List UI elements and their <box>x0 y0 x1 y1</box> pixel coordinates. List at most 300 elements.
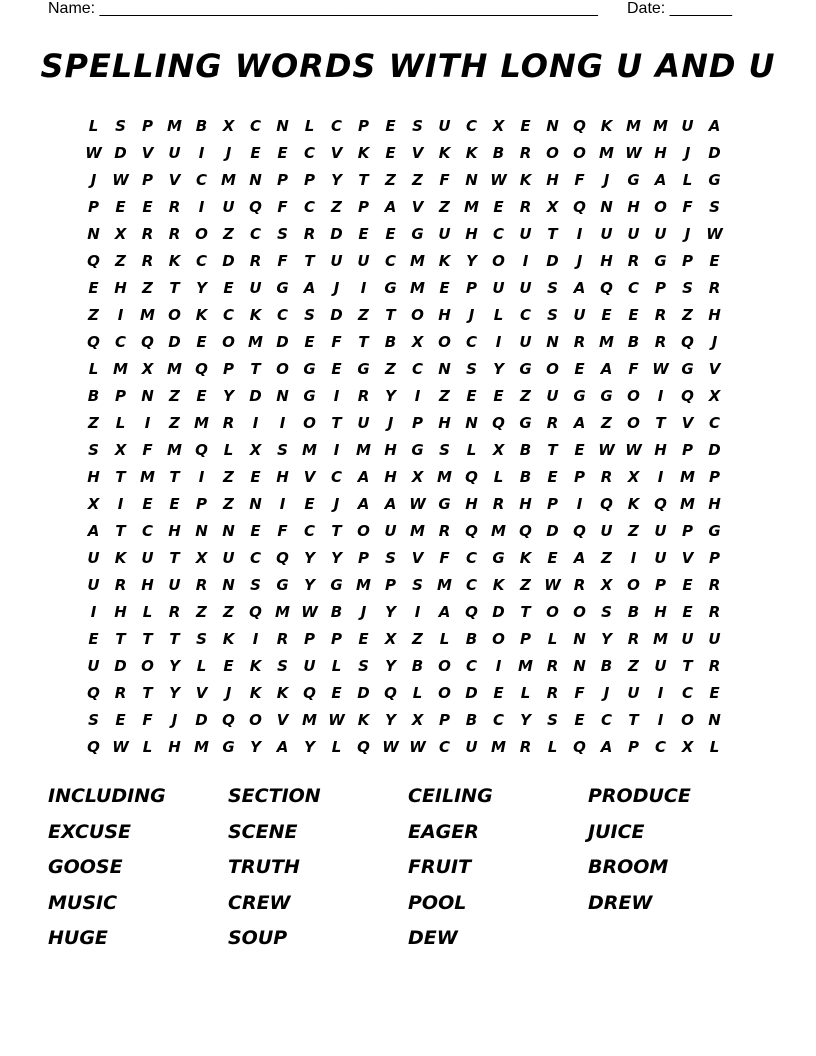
grid-letter: J <box>684 224 691 243</box>
grid-letter: O <box>546 359 559 378</box>
grid-letter: H <box>141 575 154 594</box>
grid-letter: L <box>88 359 99 378</box>
grid-letter: K <box>438 251 451 270</box>
grid-letter: V <box>330 143 343 162</box>
grid-letter: V <box>681 413 694 432</box>
grid-letter: P <box>628 737 639 756</box>
grid-letter: C <box>222 305 234 324</box>
grid-letter: Z <box>439 197 450 216</box>
grid-letter: O <box>168 305 181 324</box>
grid-letter: G <box>330 575 343 594</box>
grid-letter: G <box>573 386 586 405</box>
grid-letter: P <box>223 359 234 378</box>
grid-letter: Z <box>358 305 369 324</box>
grid-letter: C <box>681 683 693 702</box>
grid-letter: H <box>438 413 451 432</box>
grid-letter: P <box>331 629 342 648</box>
grid-letter: L <box>115 413 126 432</box>
grid-letter: J <box>387 413 394 432</box>
grid-letter: K <box>438 143 451 162</box>
grid-letter: B <box>600 656 613 675</box>
grid-letter: C <box>465 116 477 135</box>
grid-letter: I <box>198 143 205 162</box>
grid-letter: X <box>492 116 505 135</box>
grid-letter: Y <box>169 683 180 702</box>
grid-letter: X <box>114 224 127 243</box>
grid-letter: J <box>711 332 718 351</box>
grid-letter: C <box>519 305 531 324</box>
grid-letter: I <box>198 197 205 216</box>
grid-letter: S <box>358 656 369 675</box>
grid-letter: H <box>627 197 640 216</box>
grid-letter: H <box>168 737 181 756</box>
grid-letter: I <box>657 467 664 486</box>
grid-letter: I <box>657 683 664 702</box>
grid-letter: P <box>358 116 369 135</box>
grid-letter: E <box>682 602 693 621</box>
grid-letter: J <box>171 710 178 729</box>
grid-letter: Q <box>573 737 586 756</box>
grid-letter: Q <box>465 521 478 540</box>
grid-letter: C <box>411 359 423 378</box>
grid-letter: D <box>708 143 721 162</box>
grid-letter: O <box>627 413 640 432</box>
grid-letter: R <box>114 683 127 702</box>
grid-letter: O <box>141 656 154 675</box>
grid-letter: E <box>115 197 126 216</box>
grid-letter: T <box>331 413 342 432</box>
grid-letter: K <box>627 494 640 513</box>
grid-letter: J <box>468 305 475 324</box>
grid-letter: O <box>681 710 694 729</box>
grid-letter: T <box>142 683 153 702</box>
grid-letter: U <box>654 224 667 243</box>
grid-letter: R <box>141 251 154 270</box>
grid-letter: Q <box>87 332 100 351</box>
grid-letter: G <box>519 413 532 432</box>
grid-letter: D <box>546 521 559 540</box>
grid-letter: G <box>222 737 235 756</box>
word-bank-item: HUGE <box>48 927 108 950</box>
grid-letter: R <box>627 251 640 270</box>
grid-letter: G <box>600 386 613 405</box>
grid-letter: A <box>708 116 721 135</box>
grid-letter: R <box>114 575 127 594</box>
grid-letter: G <box>276 575 289 594</box>
grid-letter: Q <box>195 359 208 378</box>
grid-letter: P <box>88 197 99 216</box>
grid-letter: D <box>708 440 721 459</box>
grid-letter: O <box>222 332 235 351</box>
grid-letter: I <box>279 494 286 513</box>
grid-letter: L <box>520 683 531 702</box>
word-bank-item: CEILING <box>408 785 493 807</box>
grid-letter: U <box>519 332 532 351</box>
grid-letter: Q <box>303 683 316 702</box>
grid-letter: F <box>574 170 585 189</box>
grid-letter: Z <box>88 305 99 324</box>
grid-letter: A <box>573 413 586 432</box>
grid-letter: Q <box>222 710 235 729</box>
grid-letter: E <box>493 683 504 702</box>
grid-letter: M <box>140 467 155 486</box>
grid-letter: G <box>627 170 640 189</box>
grid-letter: Z <box>223 224 234 243</box>
grid-letter: V <box>303 467 316 486</box>
grid-letter: L <box>142 737 153 756</box>
grid-letter: A <box>600 359 613 378</box>
grid-letter: Y <box>331 170 342 189</box>
grid-letter: Q <box>276 548 289 567</box>
grid-letter: Z <box>331 197 342 216</box>
grid-letter: P <box>439 710 450 729</box>
grid-letter: Z <box>88 413 99 432</box>
grid-letter: S <box>115 116 126 135</box>
word-bank-item: SCENE <box>228 820 298 843</box>
grid-letter: I <box>576 224 583 243</box>
grid-letter: M <box>221 170 236 189</box>
grid-letter: K <box>600 116 613 135</box>
grid-letter: M <box>653 629 668 648</box>
grid-letter: W <box>544 575 561 594</box>
grid-letter: Z <box>196 602 207 621</box>
grid-letter: N <box>249 494 262 513</box>
grid-letter: Y <box>304 548 315 567</box>
grid-letter: E <box>385 116 396 135</box>
grid-letter: B <box>519 440 532 459</box>
grid-letter: M <box>356 440 371 459</box>
grid-letter: M <box>518 656 533 675</box>
name-field-label: Name: ________________________________________________________ <box>48 0 598 17</box>
grid-letter: V <box>195 683 208 702</box>
grid-letter: R <box>573 575 586 594</box>
grid-letter: R <box>546 656 559 675</box>
grid-letter: W <box>328 710 345 729</box>
grid-letter: H <box>384 440 397 459</box>
grid-letter: Q <box>249 602 262 621</box>
word-bank-item: SECTION <box>228 785 321 807</box>
grid-letter: L <box>142 602 153 621</box>
grid-letter: I <box>252 629 259 648</box>
grid-letter: R <box>438 521 451 540</box>
grid-letter: Q <box>573 116 586 135</box>
grid-letter: A <box>87 521 100 540</box>
grid-letter: E <box>574 359 585 378</box>
grid-letter: M <box>491 737 506 756</box>
grid-letter: Q <box>600 278 613 297</box>
grid-letter: E <box>709 683 720 702</box>
word-bank-item: BROOM <box>588 856 669 879</box>
grid-letter: N <box>87 224 100 243</box>
grid-letter: N <box>708 710 721 729</box>
word-bank-item: FRUIT <box>408 856 472 879</box>
grid-letter: K <box>195 305 208 324</box>
grid-letter: Y <box>385 602 396 621</box>
grid-letter: I <box>90 602 97 621</box>
grid-letter: C <box>141 521 153 540</box>
grid-letter: W <box>85 143 102 162</box>
grid-letter: E <box>547 467 558 486</box>
word-bank-item: POOL <box>408 891 467 914</box>
grid-letter: Z <box>115 251 126 270</box>
grid-letter: T <box>115 521 126 540</box>
grid-letter: F <box>628 359 639 378</box>
grid-letter: M <box>167 440 182 459</box>
grid-letter: R <box>708 278 721 297</box>
grid-letter: C <box>249 116 261 135</box>
grid-letter: Y <box>385 710 396 729</box>
grid-letter: N <box>141 386 154 405</box>
grid-letter: P <box>709 467 720 486</box>
grid-letter: W <box>112 737 129 756</box>
grid-letter: M <box>653 116 668 135</box>
grid-letter: W <box>409 737 426 756</box>
grid-letter: U <box>438 116 451 135</box>
grid-letter: W <box>409 494 426 513</box>
grid-letter: T <box>547 440 558 459</box>
grid-letter: Z <box>520 386 531 405</box>
grid-letter: L <box>493 305 504 324</box>
grid-letter: U <box>654 656 667 675</box>
grid-letter: Y <box>196 278 207 297</box>
grid-letter: X <box>600 575 613 594</box>
grid-letter: E <box>250 521 261 540</box>
grid-letter: C <box>249 548 261 567</box>
grid-letter: I <box>198 467 205 486</box>
grid-letter: R <box>168 197 181 216</box>
grid-letter: R <box>546 413 559 432</box>
grid-letter: P <box>196 494 207 513</box>
grid-letter: H <box>168 521 181 540</box>
grid-letter: E <box>574 710 585 729</box>
grid-letter: Q <box>465 467 478 486</box>
grid-letter: A <box>573 548 586 567</box>
grid-letter: V <box>411 197 424 216</box>
grid-letter: R <box>276 629 289 648</box>
grid-letter: Z <box>223 602 234 621</box>
grid-letter: K <box>492 575 505 594</box>
grid-letter: N <box>465 170 478 189</box>
grid-letter: E <box>223 656 234 675</box>
grid-letter: G <box>303 386 316 405</box>
grid-letter: H <box>114 602 127 621</box>
grid-letter: A <box>276 737 289 756</box>
grid-letter: J <box>603 170 610 189</box>
grid-letter: D <box>249 386 262 405</box>
grid-letter: N <box>465 413 478 432</box>
grid-letter: W <box>382 737 399 756</box>
grid-letter: E <box>682 575 693 594</box>
grid-letter: H <box>654 143 667 162</box>
grid-letter: E <box>574 440 585 459</box>
grid-letter: O <box>627 575 640 594</box>
grid-letter: G <box>519 359 532 378</box>
grid-letter: R <box>492 494 505 513</box>
grid-letter: K <box>249 656 262 675</box>
grid-letter: Q <box>87 737 100 756</box>
grid-letter: T <box>547 224 558 243</box>
grid-letter: Y <box>601 629 612 648</box>
grid-letter: H <box>708 494 721 513</box>
grid-letter: V <box>141 143 154 162</box>
grid-letter: X <box>708 386 721 405</box>
grid-letter: T <box>682 656 693 675</box>
grid-letter: R <box>303 224 316 243</box>
grid-letter: U <box>654 548 667 567</box>
grid-letter: L <box>304 116 315 135</box>
grid-letter: C <box>465 656 477 675</box>
grid-letter: B <box>384 332 397 351</box>
grid-letter: O <box>546 143 559 162</box>
grid-letter: U <box>519 224 532 243</box>
grid-letter: I <box>333 440 340 459</box>
grid-letter: Z <box>169 386 180 405</box>
grid-letter: M <box>302 710 317 729</box>
grid-letter: C <box>195 251 207 270</box>
grid-letter: B <box>627 332 640 351</box>
grid-letter: T <box>250 359 261 378</box>
grid-letter: Q <box>384 683 397 702</box>
grid-letter: M <box>626 116 641 135</box>
grid-letter: L <box>223 440 234 459</box>
grid-letter: Y <box>169 656 180 675</box>
grid-letter: U <box>87 656 100 675</box>
grid-letter: F <box>574 683 585 702</box>
grid-letter: H <box>384 467 397 486</box>
grid-letter: L <box>709 737 720 756</box>
grid-letter: E <box>304 332 315 351</box>
grid-letter: J <box>603 683 610 702</box>
grid-letter: K <box>222 629 235 648</box>
grid-letter: C <box>276 305 288 324</box>
grid-letter: O <box>492 629 505 648</box>
grid-letter: K <box>276 683 289 702</box>
grid-letter: P <box>358 548 369 567</box>
grid-letter: G <box>708 170 721 189</box>
grid-letter: A <box>303 278 316 297</box>
grid-letter: T <box>385 305 396 324</box>
grid-letter: K <box>249 683 262 702</box>
grid-letter: O <box>249 710 262 729</box>
grid-letter: E <box>439 278 450 297</box>
grid-letter: M <box>599 143 614 162</box>
grid-letter: M <box>437 467 452 486</box>
grid-letter: C <box>708 413 720 432</box>
grid-letter: W <box>112 170 129 189</box>
grid-letter: P <box>655 278 666 297</box>
grid-letter: Z <box>628 656 639 675</box>
grid-letter: H <box>600 251 613 270</box>
grid-letter: S <box>304 305 315 324</box>
grid-letter: M <box>167 116 182 135</box>
grid-letter: D <box>195 710 208 729</box>
grid-letter: U <box>681 116 694 135</box>
grid-letter: Q <box>573 521 586 540</box>
grid-letter: O <box>546 602 559 621</box>
grid-letter: P <box>304 170 315 189</box>
grid-letter: S <box>277 656 288 675</box>
grid-letter: L <box>412 683 423 702</box>
grid-letter: C <box>654 737 666 756</box>
grid-letter: P <box>574 467 585 486</box>
grid-letter: B <box>492 143 505 162</box>
grid-letter: T <box>358 170 369 189</box>
grid-letter: O <box>438 332 451 351</box>
grid-letter: Q <box>654 494 667 513</box>
grid-letter: X <box>114 440 127 459</box>
grid-letter: T <box>169 467 180 486</box>
grid-letter: M <box>194 737 209 756</box>
grid-letter: Q <box>681 332 694 351</box>
grid-letter: W <box>652 359 669 378</box>
grid-letter: O <box>195 224 208 243</box>
grid-letter: B <box>519 467 532 486</box>
grid-letter: T <box>115 629 126 648</box>
grid-letter: E <box>250 143 261 162</box>
grid-letter: C <box>114 332 126 351</box>
word-bank-item: CREW <box>228 891 291 914</box>
grid-letter: N <box>276 116 289 135</box>
grid-letter: Z <box>439 386 450 405</box>
grid-letter: O <box>492 251 505 270</box>
grid-letter: T <box>169 629 180 648</box>
grid-letter: Y <box>385 656 396 675</box>
grid-letter: C <box>195 170 207 189</box>
grid-letter: J <box>684 143 691 162</box>
grid-letter: U <box>141 548 154 567</box>
grid-letter: K <box>519 548 532 567</box>
grid-letter: I <box>657 710 664 729</box>
grid-letter: X <box>681 737 694 756</box>
grid-letter: R <box>168 602 181 621</box>
grid-letter: E <box>250 467 261 486</box>
grid-letter: R <box>627 629 640 648</box>
grid-letter: D <box>330 224 343 243</box>
grid-letter: M <box>437 575 452 594</box>
grid-letter: J <box>360 602 367 621</box>
grid-letter: U <box>627 683 640 702</box>
grid-letter: U <box>168 143 181 162</box>
grid-letter: I <box>414 386 421 405</box>
grid-letter: V <box>411 548 424 567</box>
grid-letter: N <box>222 575 235 594</box>
grid-letter: Y <box>250 737 261 756</box>
grid-letter: O <box>438 656 451 675</box>
grid-letter: Y <box>466 251 477 270</box>
grid-letter: X <box>546 197 559 216</box>
grid-letter: Q <box>249 197 262 216</box>
grid-letter: L <box>547 737 558 756</box>
grid-letter: E <box>358 224 369 243</box>
grid-letter: E <box>196 386 207 405</box>
grid-letter: W <box>625 143 642 162</box>
grid-letter: F <box>682 197 693 216</box>
grid-letter: S <box>439 440 450 459</box>
grid-letter: Q <box>600 494 613 513</box>
grid-letter: P <box>466 278 477 297</box>
grid-letter: E <box>88 278 99 297</box>
grid-letter: N <box>546 116 559 135</box>
grid-letter: J <box>333 278 340 297</box>
grid-letter: L <box>493 467 504 486</box>
grid-letter: Z <box>223 467 234 486</box>
grid-letter: B <box>195 116 208 135</box>
grid-letter: X <box>249 440 262 459</box>
grid-letter: Q <box>573 197 586 216</box>
grid-letter: A <box>438 602 451 621</box>
grid-letter: R <box>357 386 370 405</box>
grid-letter: E <box>493 197 504 216</box>
